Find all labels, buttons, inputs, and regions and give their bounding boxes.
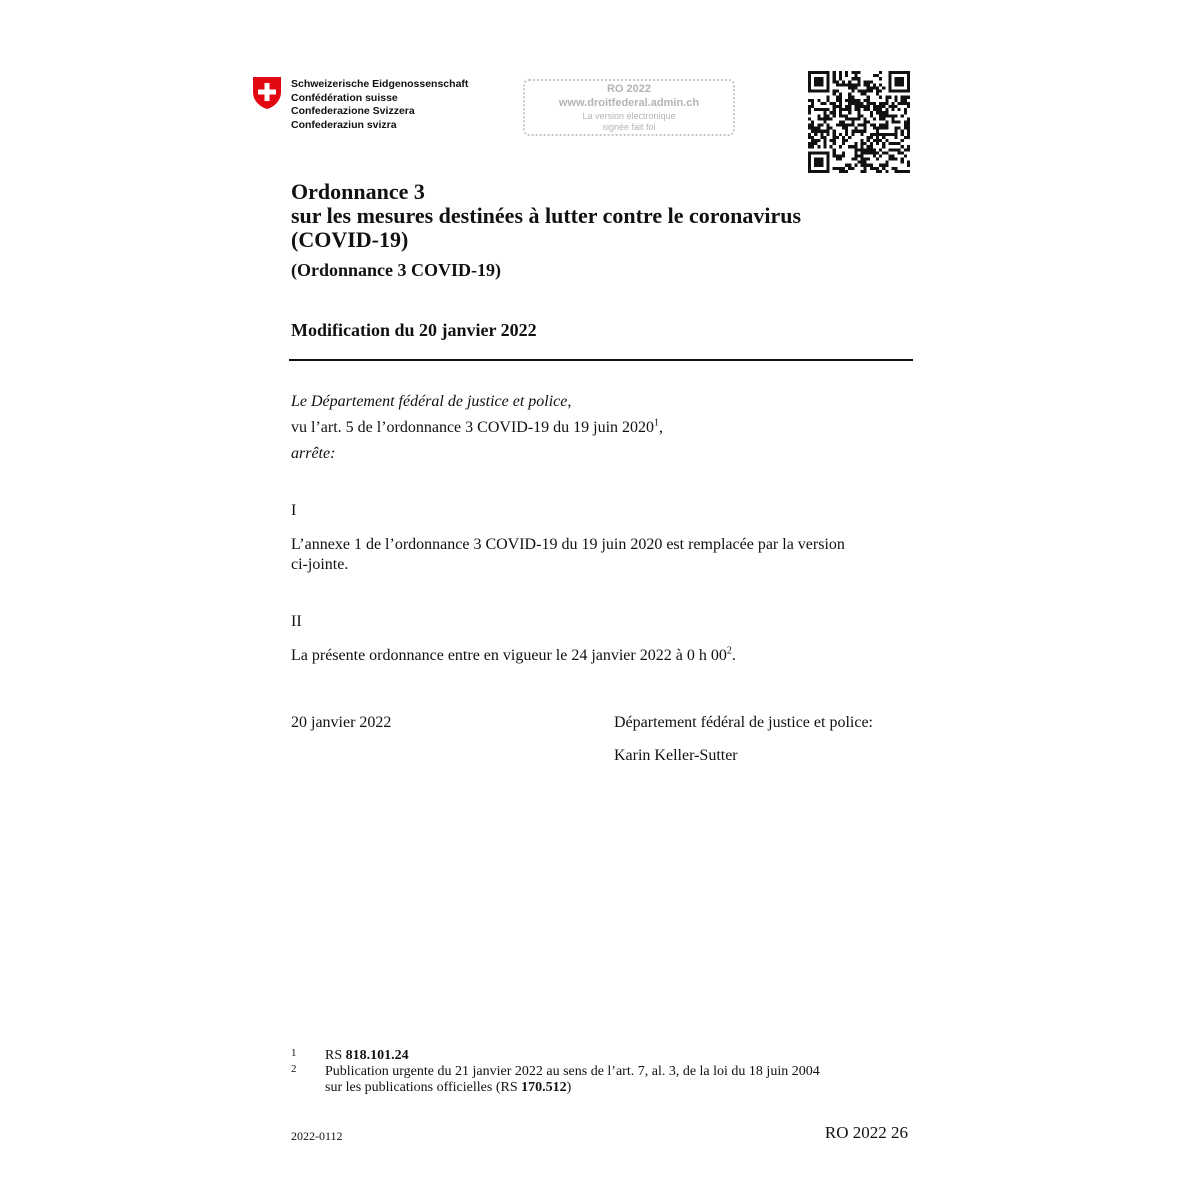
stamp-note-1: La version électronique	[582, 111, 676, 121]
footnote-ref-2[interactable]: 2	[726, 645, 732, 657]
signature-date: 20 janvier 2022	[291, 714, 392, 731]
preamble-basis-text: vu l’art. 5 de l’ordonnance 3 COVID-19 du 19 juin 2020	[291, 419, 655, 436]
footnote-2-line-1: Publication urgente du 21 janvier 2022 au sens de l’art. 7, al. 3, de la loi du 18 juin 2004	[325, 1064, 820, 1079]
title-line-2: sur les mesures destinées à lutter contre le coronavirus	[291, 203, 802, 228]
signature-name: Karin Keller-Sutter	[614, 747, 738, 764]
qr-code-icon	[808, 71, 910, 173]
stamp-note-2: signée fait foi	[602, 122, 656, 132]
stamp-url: www.droitfederal.admin.ch	[558, 97, 700, 109]
preamble-basis-end: ,	[659, 419, 664, 436]
footnote-1-prefix: RS	[325, 1048, 346, 1063]
section-i-line-1: L’annexe 1 de l’ordonnance 3 COVID-19 du 19 juin 2020 est remplacée par la version	[291, 536, 845, 553]
footnote-ref-1[interactable]: 1	[654, 417, 660, 429]
confed-name-de: Schweizerische Eidgenossenschaft	[291, 78, 469, 90]
footnote-1-ref: 818.101.24	[345, 1048, 409, 1063]
footnote-1-number: 1	[291, 1047, 297, 1059]
document-id: 2022-0112	[291, 1129, 343, 1143]
footnote-2-prefix: sur les publications officielles (RS	[325, 1080, 522, 1095]
swiss-cross-icon	[252, 76, 282, 110]
footnote-2-line-2	[325, 1080, 571, 1096]
title-line-1: Ordonnance 3	[291, 179, 425, 204]
section-ii-text	[291, 644, 736, 668]
electronic-signature-stamp	[523, 79, 735, 136]
confed-name-it: Confederazione Svizzera	[291, 105, 415, 117]
footnote-2-suffix: )	[566, 1080, 572, 1095]
ordinance-title	[291, 180, 801, 252]
footnote-2-ref: 170.512	[521, 1080, 567, 1095]
stamp-ro: RO 2022	[606, 83, 652, 95]
footnote-1-text	[325, 1048, 409, 1064]
preamble-basis	[291, 416, 663, 440]
confederation-names	[291, 78, 468, 132]
title-line-3: (COVID-19)	[291, 227, 409, 252]
confed-name-rm: Confederaziun svizra	[291, 118, 397, 131]
preamble-authority: Le Département fédéral de justice et police,	[291, 393, 572, 410]
section-numeral-ii: II	[291, 613, 302, 630]
preamble-decrees: arrête:	[291, 445, 336, 462]
section-ii-body: La présente ordonnance entre en vigueur le 24 janvier 2022 à 0 h 00	[291, 647, 727, 664]
section-numeral-i: I	[291, 502, 297, 519]
short-title: (Ordonnance 3 COVID-19)	[291, 260, 501, 280]
section-i-line-2: ci-jointe.	[291, 556, 349, 573]
signature-department: Département fédéral de justice et police:	[614, 714, 873, 731]
section-ii-end: .	[731, 647, 736, 664]
confed-name-fr: Confédération suisse	[291, 91, 398, 104]
footnote-2-number: 2	[291, 1063, 297, 1075]
ro-reference: RO 2022 26	[824, 1123, 908, 1142]
title-divider	[289, 359, 913, 361]
modification-date: Modification du 20 janvier 2022	[291, 320, 537, 340]
